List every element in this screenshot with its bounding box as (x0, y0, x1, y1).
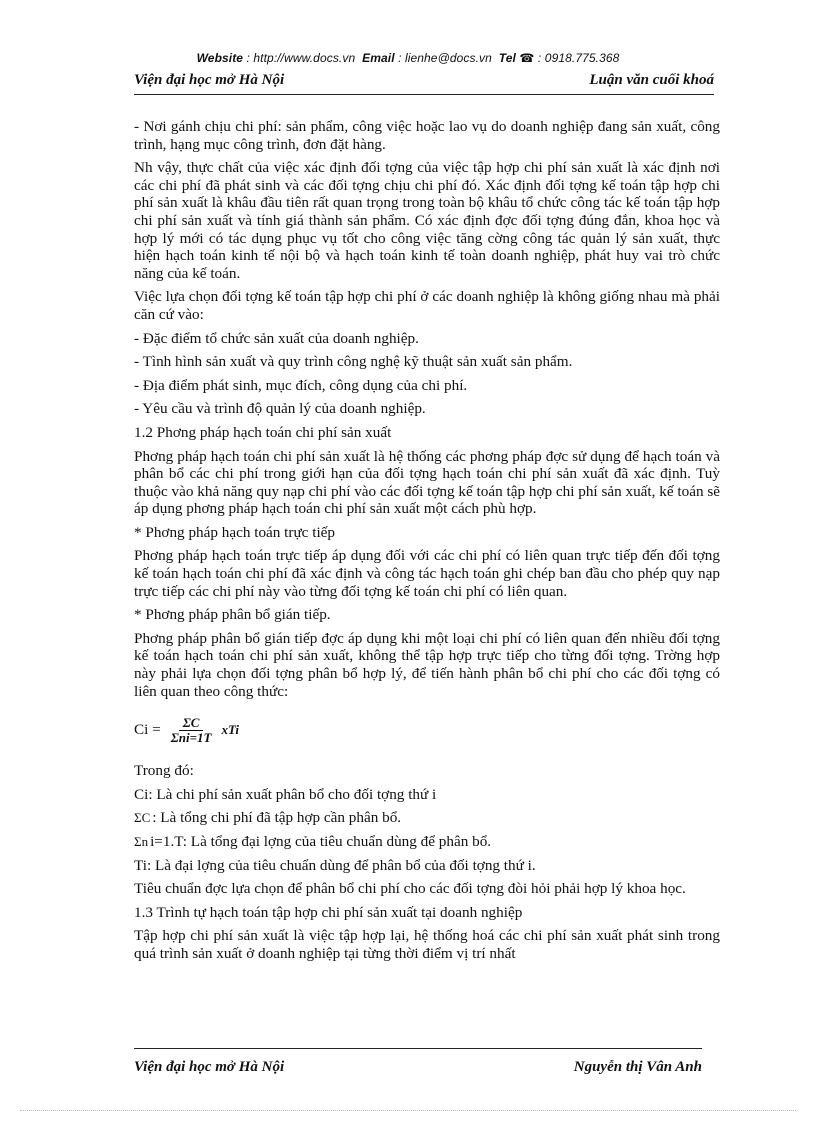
definition-sc-text: : Là tổng chi phí đã tập hợp cần phân bổ. (152, 809, 402, 827)
running-header (134, 72, 714, 95)
subsection-heading: * Phơng pháp phân bổ gián tiếp. (134, 606, 331, 624)
website-value[interactable]: : http://www.docs.vn (246, 51, 356, 65)
header-left: Viện đại học mở Hà Nội (134, 72, 285, 88)
formula-fraction (167, 716, 216, 745)
tel-label: Tel ☎ (498, 51, 535, 65)
email-label: Email (362, 51, 395, 65)
sigma-c-symbol: ΣC (134, 810, 151, 826)
paragraph: Việc lựa chọn đối tợng kế toán tập hợp chi phí ở các doanh nghiệp là không giống nhau mà phải căn cứ vào: (134, 288, 720, 323)
paragraph: Tập hợp chi phí sản xuất là việc tập hợp lại, hệ thống hoá các chi phí sản xuất phát sinh trong quá trình sản xuất ở doanh nghiệp tại từng thời điểm vị trí nhất (134, 927, 720, 962)
page-edge-divider (20, 1110, 796, 1111)
email-value[interactable]: : lienhe@docs.vn (398, 51, 492, 65)
allocation-formula (134, 704, 720, 756)
subsection-heading: * Phơng pháp hạch toán trực tiếp (134, 523, 335, 541)
formula-multiplier: xTi (221, 722, 240, 738)
section-heading: 1.2 Phơng pháp hạch toán chi phí sản xuất (134, 423, 392, 441)
paragraph: Phơng pháp hạch toán chi phí sản xuất là hệ thống các phơng pháp đợc sử dụng để hạch toán và phân bổ các chi phí trong giới hạn của đối tợng hạch toán chi phí sản xuất đã xác định. Tuỳ thuộc vào khả năng quy nạp chi phí vào các đối tợng kế toán tập hợp chi phí sản xuất, kế toán sẽ áp dụng phơng pháp hạch toán chi phí sản xuất một cách phù hợp. (134, 447, 720, 518)
definitions-intro: Trong đó: (134, 762, 194, 780)
list-item: - Địa điểm phát sinh, mục đích, công dụng của chi phí. (134, 376, 468, 394)
definition-sn-text: i=1.T: Là tổng đại lợng của tiêu chuẩn dùng để phân bổ. (150, 833, 492, 850)
formula-denominator: Σni=1T (170, 729, 212, 745)
definition-sc (134, 809, 720, 827)
paragraph: - Nơi gánh chịu chi phí: sản phẩm, công việc hoặc lao vụ do doanh nghiệp đang sản xuất, công trình, hạng mục công trình, đơn đặt hàng. (134, 118, 720, 153)
paragraph: Phơng pháp phân bổ gián tiếp đợc áp dụng khi một loại chi phí có liên quan đến nhiều đối tợng kế toán hạch toán chi phí sản xuất, không thể tập hợp trực tiếp cho từng đối tợng. Trờng hợp này phải lựa chọn đối tợng phân bổ hợp lý, để tiến hành phân bổ chi phí cho các đối tợng có liên quan theo công thức: (134, 629, 720, 700)
sigma-n-symbol: Σn (134, 834, 149, 849)
footer-left: Viện đại học mở Hà Nội (134, 1059, 285, 1075)
website-label: Website (196, 51, 244, 65)
header-right: Luận văn cuối khoá (589, 72, 714, 88)
paragraph: Nh vậy, thực chất của việc xác định đối tợng của việc tập hợp chi phí sản xuất là xác định nơi các chi phí đã phát sinh và các đối tợng chịu chi phí đó. Xác định đối tợng kế toán tập hợp chi phí sản xuất là khâu đầu tiên rất quan trọng trong toàn bộ khâu tổ chức công tác kế toán tập hợp chi phí sản xuất và tính giá thành sản phẩm. Có xác định đợc đối tợng đúng đắn, khoa học và hợp lý mới có tác dụng phục vụ tốt cho công việc tăng cờng công tác quản lý sản xuất, thực hiện hạch toán kinh tế nội bộ và hạch toán kinh tế toàn doanh nghiệp, phát huy vai trò chức năng của kế toán. (134, 159, 720, 282)
definition-ti: Ti: Là đại lợng của tiêu chuẩn dùng để phân bổ của đối tợng thứ i. (134, 856, 536, 874)
document-body (134, 118, 720, 963)
footer-right: Nguyễn thị Vân Anh (573, 1059, 702, 1075)
section-heading: 1.3 Trình tự hạch toán tập hợp chi phí sản xuất tại doanh nghiệp (134, 903, 523, 921)
definition-ci: Ci: Là chi phí sản xuất phân bổ cho đối tợng thứ i (134, 785, 437, 803)
formula-numerator: ΣC (179, 716, 204, 731)
list-item: - Đặc điểm tổ chức sản xuất của doanh nghiệp. (134, 329, 419, 347)
definition-sn (134, 833, 720, 851)
list-item: - Yêu cầu và trình độ quản lý của doanh nghiệp. (134, 400, 426, 418)
site-header (0, 51, 816, 65)
tel-value: : 0918.775.368 (537, 51, 620, 65)
formula-lhs: Ci = (134, 721, 161, 739)
paragraph: Tiêu chuẩn đợc lựa chọn để phân bổ chi phí cho các đối tợng đòi hỏi phải hợp lý khoa học. (134, 880, 686, 898)
list-item: - Tình hình sản xuất và quy trình công nghệ kỹ thuật sản xuất sản phẩm. (134, 353, 573, 371)
running-footer (134, 1048, 702, 1073)
paragraph: Phơng pháp hạch toán trực tiếp áp dụng đối với các chi phí có liên quan trực tiếp đến đối tợng kế toán hạch toán chi phí đã xác định và công tác hạch toán ghi chép ban đầu cho phép quy nạp trực tiếp các chi phí này vào từng đối tợng kế toán chi phí có liên quan. (134, 547, 720, 600)
